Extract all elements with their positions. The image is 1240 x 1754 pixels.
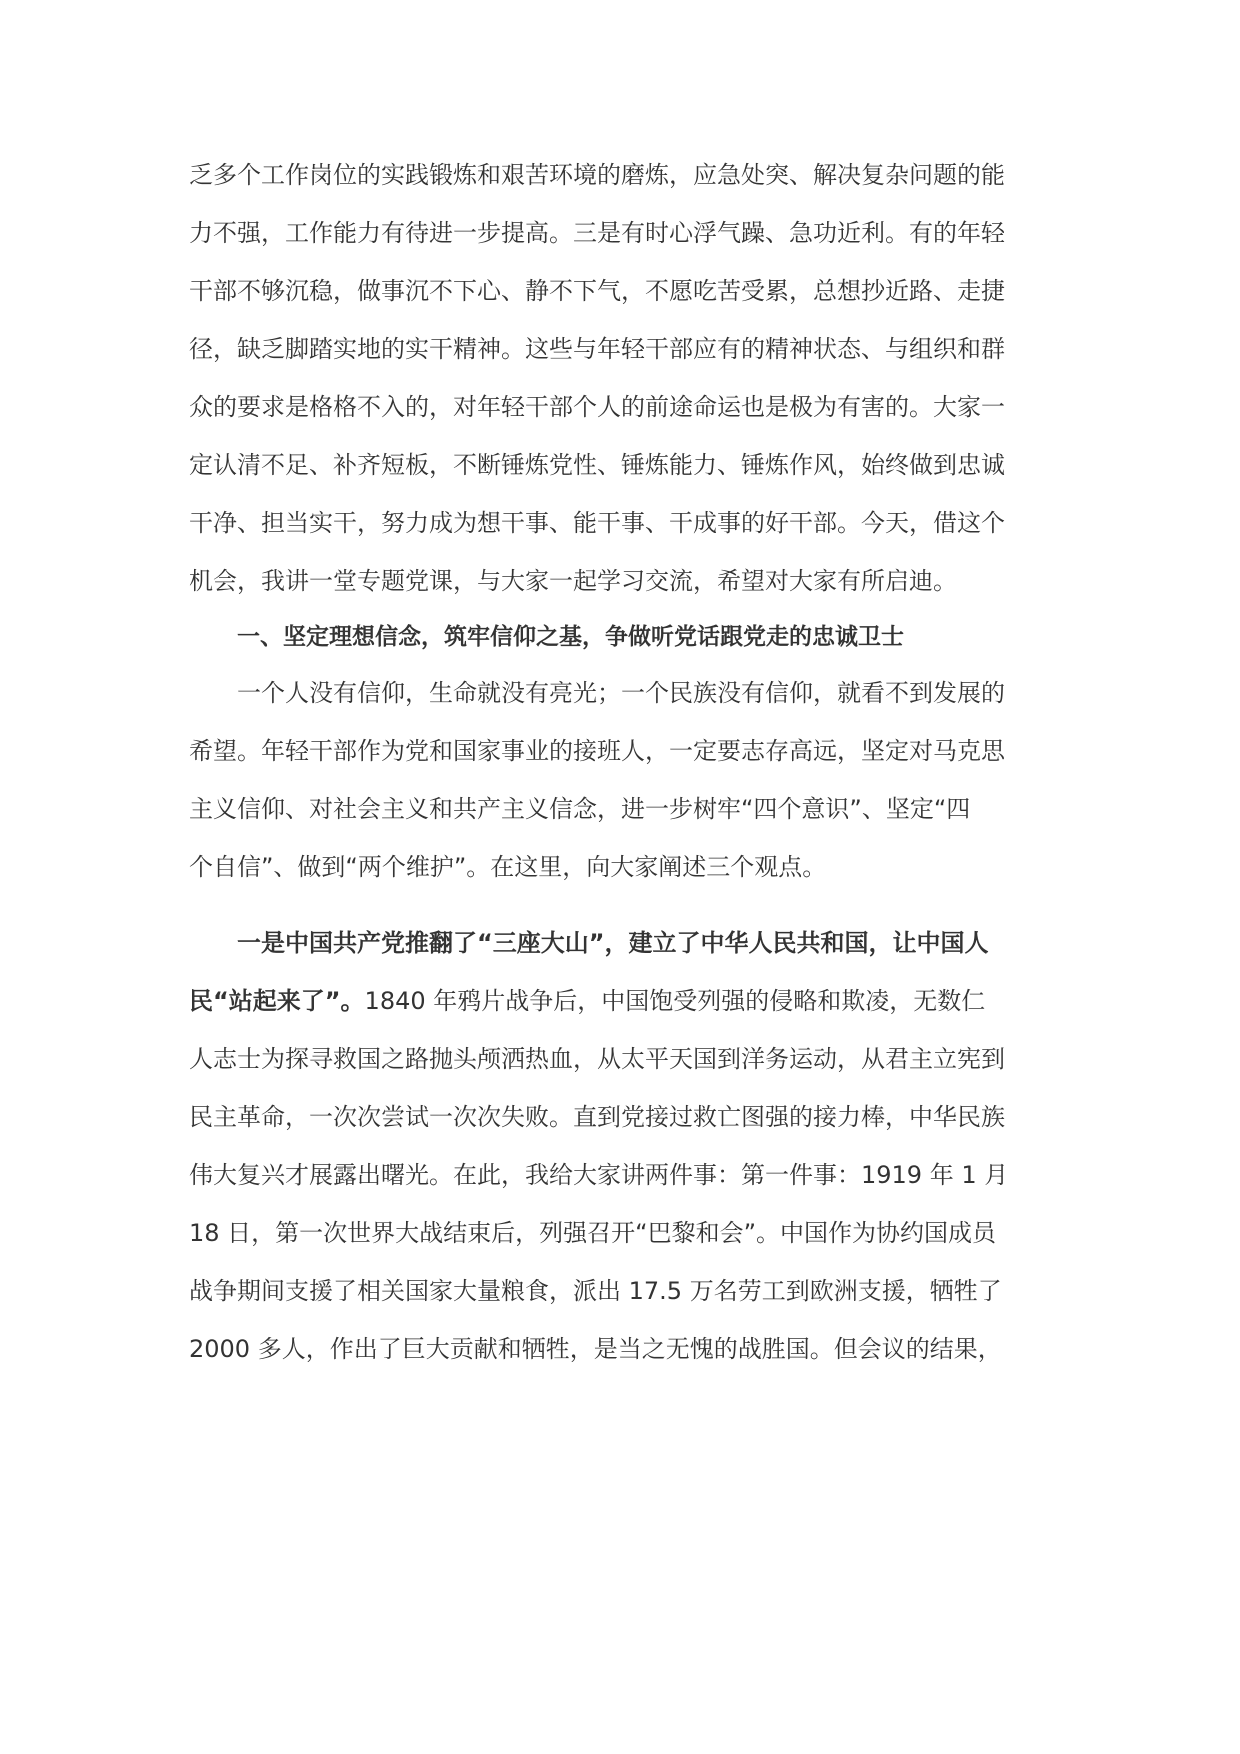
bold-lead-text: 民“站起来了”。 bbox=[189, 987, 365, 1015]
paragraph-line: 力不强，工作能力有待进一步提高。三是有时心浮气躁、急功近利。有的年轻 bbox=[189, 219, 1005, 247]
paragraph-line: 希望。年轻干部作为党和国家事业的接班人，一定要志存高远，坚定对马克思 bbox=[189, 737, 1005, 765]
paragraph-line: 机会，我讲一堂专题党课，与大家一起学习交流，希望对大家有所启迪。 bbox=[189, 567, 957, 595]
paragraph-line: 民主革命，一次次尝试一次次失败。直到党接过救亡图强的接力棒，中华民族 bbox=[189, 1103, 1005, 1131]
paragraph-line: 定认清不足、补齐短板，不断锤炼党性、锤炼能力、锤炼作风，始终做到忠诚 bbox=[189, 451, 1005, 479]
paragraph-line: 一个人没有信仰，生命就没有亮光；一个民族没有信仰，就看不到发展的 bbox=[237, 679, 1005, 707]
section-heading: 一、坚定理想信念，筑牢信仰之基，争做听党话跟党走的忠诚卫士 bbox=[237, 624, 904, 650]
paragraph-line: 2000 多人，作出了巨大贡献和牺牲，是当之无愧的战胜国。但会议的结果， bbox=[189, 1335, 1002, 1363]
paragraph-line: 个自信”、做到“两个维护”。在这里，向大家阐述三个观点。 bbox=[189, 853, 827, 881]
paragraph-line: 乏多个工作岗位的实践锻炼和艰苦环境的磨炼，应急处突、解决复杂问题的能 bbox=[189, 161, 1005, 189]
paragraph-bold-line: 一是中国共产党推翻了“三座大山”，建立了中华人民共和国，让中国人 bbox=[237, 929, 989, 957]
paragraph-line: 径，缺乏脚踏实地的实干精神。这些与年轻干部应有的精神状态、与组织和群 bbox=[189, 335, 1005, 363]
paragraph-line: 干净、担当实干，努力成为想干事、能干事、干成事的好干部。今天，借这个 bbox=[189, 509, 1005, 537]
paragraph-line: 伟大复兴才展露出曙光。在此，我给大家讲两件事：第一件事：1919 年 1 月 bbox=[189, 1161, 1009, 1189]
paragraph-line: 人志士为探寻救国之路抛头颅洒热血，从太平天国到洋务运动，从君主立宪到 bbox=[189, 1045, 1005, 1073]
paragraph-line: 18 日，第一次世界大战结束后，列强召开“巴黎和会”。中国作为协约国成员 bbox=[189, 1219, 997, 1247]
regular-text: 1840 年鸦片战争后，中国饱受列强的侵略和欺凌，无数仁 bbox=[364, 987, 986, 1015]
paragraph-line: 众的要求是格格不入的，对年轻干部个人的前途命运也是极为有害的。大家一 bbox=[189, 393, 1005, 421]
paragraph-line: 战争期间支援了相关国家大量粮食，派出 17.5 万名劳工到欧洲支援，牺牲了 bbox=[189, 1277, 1002, 1305]
paragraph-line: 主义信仰、对社会主义和共产主义信念，进一步树牢“四个意识”、坚定“四 bbox=[189, 795, 971, 823]
paragraph-line: 干部不够沉稳，做事沉不下心、静不下气，不愿吃苦受累，总想抄近路、走捷 bbox=[189, 277, 1005, 305]
paragraph-line-mixed bbox=[189, 984, 1055, 1018]
